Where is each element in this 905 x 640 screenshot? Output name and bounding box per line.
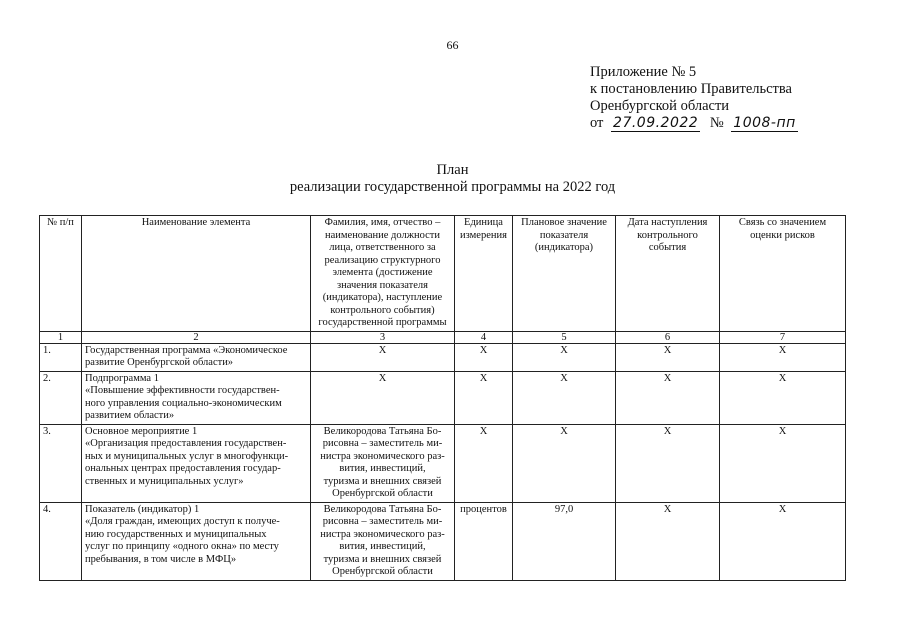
row-responsible: Х	[311, 371, 455, 424]
title-line-1: План	[436, 162, 469, 178]
row-element: Государственная программа «Экономическое развитие Оренбургской области»	[82, 343, 311, 371]
row-risk: Х	[720, 502, 846, 580]
row-plan-value: 97,0	[513, 502, 616, 580]
row-element: Подпрограмма 1 «Повышение эффективности государствен- ного управления социально-экономическим развитием области»	[82, 371, 311, 424]
table-row	[40, 424, 846, 502]
row-element: Основное мероприятие 1 «Организация предоставления государствен- ных и муниципальных услуг в многофункци- ональных центрах предоставления государ- ственных и муниципальных услуг»	[82, 424, 311, 502]
row-risk: Х	[720, 343, 846, 371]
row-plan-value: Х	[513, 424, 616, 502]
row-responsible: Великородова Татьяна Бо- рисовна – заместитель ми- нистра экономического раз- вития, инвестиций, туризма и внешних связей Оренбургской области	[311, 424, 455, 502]
table-row	[40, 502, 846, 580]
row-num: 4.	[40, 502, 82, 580]
row-unit: Х	[455, 343, 513, 371]
table-row	[40, 371, 846, 424]
row-event-date: Х	[616, 343, 720, 371]
page-number: 66	[446, 38, 459, 52]
column-number: 4	[455, 331, 513, 343]
header-element: Наименование элемента	[82, 216, 311, 332]
handwritten-number: 1008-пп	[733, 115, 796, 131]
row-event-date: Х	[616, 371, 720, 424]
plan-table	[39, 215, 846, 581]
row-event-date: Х	[616, 424, 720, 502]
column-number: 5	[513, 331, 616, 343]
appendix-line-3: Оренбургской области	[590, 98, 730, 114]
column-number: 6	[616, 331, 720, 343]
column-number: 2	[82, 331, 311, 343]
table-row	[40, 343, 846, 371]
row-unit: Х	[455, 424, 513, 502]
appendix-block	[590, 64, 798, 132]
row-num: 1.	[40, 343, 82, 371]
row-plan-value: Х	[513, 343, 616, 371]
title-line-2: реализации государственной программы на 2022 год	[289, 179, 616, 195]
row-risk: Х	[720, 371, 846, 424]
number-label: №	[709, 115, 724, 131]
row-unit: Х	[455, 371, 513, 424]
row-plan-value: Х	[513, 371, 616, 424]
from-label: от	[590, 115, 604, 131]
row-num: 3.	[40, 424, 82, 502]
appendix-line-1: Приложение № 5	[590, 64, 697, 80]
row-risk: Х	[720, 424, 846, 502]
row-unit: процентов	[455, 502, 513, 580]
table-header-row	[40, 216, 846, 332]
row-num: 2.	[40, 371, 82, 424]
appendix-signature-line	[590, 115, 798, 132]
row-responsible: Х	[311, 343, 455, 371]
row-responsible: Великородова Татьяна Бо- рисовна – заместитель ми- нистра экономического раз- вития, инвестиций, туризма и внешних связей Оренбургской области	[311, 502, 455, 580]
header-unit: Единица измерения	[455, 216, 513, 332]
document-title	[0, 162, 905, 196]
handwritten-date: 27.09.2022	[613, 115, 699, 131]
row-element: Показатель (индикатор) 1 «Доля граждан, имеющих доступ к получе- нию государственных и муниципальных услуг по принципу «одного окна» по месту пребывания, в том числе в МФЦ»	[82, 502, 311, 580]
column-number-row	[40, 331, 846, 343]
column-number: 7	[720, 331, 846, 343]
header-responsible: Фамилия, имя, отчество – наименование должности лица, ответственного за реализацию структурного элемента (достижение значения показателя (индикатора), наступление контрольного события) государственной программы	[311, 216, 455, 332]
column-number: 1	[40, 331, 82, 343]
header-risk: Связь со значением оценки рисков	[720, 216, 846, 332]
header-plan-value: Плановое значение показателя (индикатора)	[513, 216, 616, 332]
row-event-date: Х	[616, 502, 720, 580]
column-number: 3	[311, 331, 455, 343]
header-num: № п/п	[40, 216, 82, 332]
header-event-date: Дата наступления контрольного события	[616, 216, 720, 332]
appendix-line-2: к постановлению Правительства	[590, 81, 792, 97]
